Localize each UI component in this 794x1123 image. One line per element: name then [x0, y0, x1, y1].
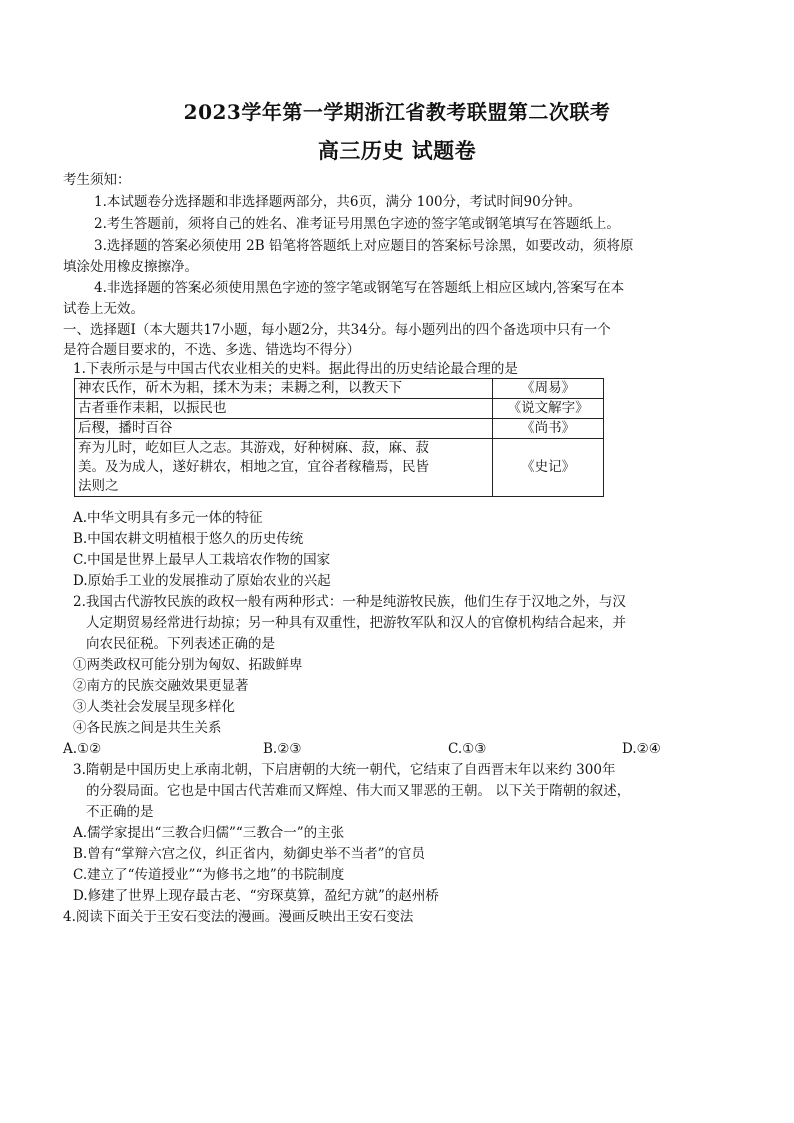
question-3-stem: 不正确的是: [86, 804, 154, 820]
option-c: C.①③: [448, 741, 487, 757]
option-b: B.②③: [263, 741, 302, 757]
option-c: C.建立了“传道授业”“为修书之地”的书院制度: [73, 867, 345, 883]
option-b: B.中国农耕文明植根于悠久的历史传统: [73, 531, 304, 547]
notice-item: 试卷上无效。: [63, 301, 144, 317]
option-b: B.曾有“掌辩六宫之仪，纠正省内，劾御史举不当者”的官员: [73, 846, 426, 862]
table-cell-source: 《周易》: [493, 379, 604, 399]
question-3-stem: 3.隋朝是中国历史上承南北朝，下启唐朝的大统一朝代，它结束了自西晋末年以来约 300年: [73, 762, 616, 778]
source-table: [74, 378, 604, 497]
table-cell-text: 后稷，播时百谷: [75, 419, 493, 439]
table-cell-source: 《尚书》: [493, 419, 604, 439]
option-c: C.中国是世界上最早人工栽培农作物的国家: [73, 552, 331, 568]
question-1-stem: 1.下表所示是与中国古代农业相关的史料。据此得出的历史结论最合理的是: [73, 361, 518, 377]
section-heading: 是符合题目要求的，不选、多选、错选均不得分）: [63, 342, 360, 358]
notice-item: 2.考生答题前，须将自己的姓名、准考证号用黑色字迹的签字笔或钢笔填写在答题纸上。: [94, 216, 620, 232]
table-cell-source: 《史记》: [493, 439, 604, 497]
option-d: D.修建了世界上现存最古老、“穷琛莫算，盈纪方就”的赵州桥: [73, 888, 439, 904]
exam-subtitle: 高三历史 试题卷: [317, 138, 477, 163]
question-4-stem: 4.阅读下面关于王安石变法的漫画。漫画反映出王安石变法: [63, 909, 414, 925]
table-cell-source: 《说文解字》: [493, 399, 604, 419]
question-2-stem: 2.我国古代游牧民族的政权一般有两种形式：一种是纯游牧民族，他们生存于汉地之外，与汉: [73, 594, 626, 610]
table-cell-text: 神农氏作，斫木为耜，揉木为耒；耒耨之利，以教天下: [75, 379, 493, 399]
statement-item: ①两类政权可能分别为匈奴、拓跋鲜卑: [73, 657, 303, 673]
notice-heading: 考生须知：: [63, 172, 131, 188]
option-a: A.①②: [63, 741, 102, 757]
exam-title: 2023学年第一学期浙江省教考联盟第二次联考: [183, 100, 611, 124]
table-row: [75, 379, 604, 399]
question-2-stem: 人定期贸易经常进行劫掠；另一种具有双重性，把游牧军队和汉人的官僚机构结合起来，并: [86, 615, 626, 631]
section-heading: 一、选择题Ⅰ（本大题共17小题，每小题2分，共34分。每小题列出的四个备选项中只有一个: [63, 322, 611, 338]
notice-item: 3.选择题的答案必须使用 2B 铅笔将答题纸上对应题目的答案标号涂黑，如要改动，须将原: [94, 238, 634, 254]
statement-item: ③人类社会发展呈现多样化: [73, 699, 235, 715]
option-a: A.中华文明具有多元一体的特征: [73, 510, 263, 526]
statement-item: ②南方的民族交融效果更显著: [73, 678, 249, 694]
option-a: A.儒学家提出“三教合归儒”“三教合一”的主张: [73, 825, 345, 841]
question-3-stem: 的分裂局面。它也是中国古代苦难而又辉煌、伟大而又罪恶的王朝。 以下关于隋朝的叙述，: [86, 783, 631, 799]
notice-item: 填涂处用橡皮擦擦净。: [63, 259, 198, 275]
notice-item: 1.本试题卷分选择题和非选择题两部分，共6页，满分 100分，考试时间90分钟。: [94, 194, 582, 210]
table-cell-text: [75, 439, 493, 497]
question-2-stem: 向农民征税。下列表述正确的是: [86, 636, 275, 652]
table-row: [75, 419, 604, 439]
table-row: [75, 439, 604, 497]
statement-item: ④各民族之间是共生关系: [73, 720, 222, 736]
table-row: [75, 399, 604, 419]
table-cell-line: 美。及为成人，遂好耕农，相地之宜，宜谷者稼穑焉，民皆: [78, 459, 429, 475]
option-d: D.原始手工业的发展推动了原始农业的兴起: [73, 573, 331, 589]
table-cell-text: 古者垂作耒耜，以振民也: [75, 399, 493, 419]
table-cell-line: 弃为儿时，屹如巨人之志。其游戏，好种树麻、菽，麻、菽: [78, 440, 429, 456]
notice-item: 4.非选择题的答案必须使用黑色字迹的签字笔或钢笔写在答题纸上相应区域内,答案写在本: [94, 280, 625, 296]
table-cell-line: 法则之: [78, 478, 119, 494]
option-d: D.②④: [622, 741, 661, 757]
